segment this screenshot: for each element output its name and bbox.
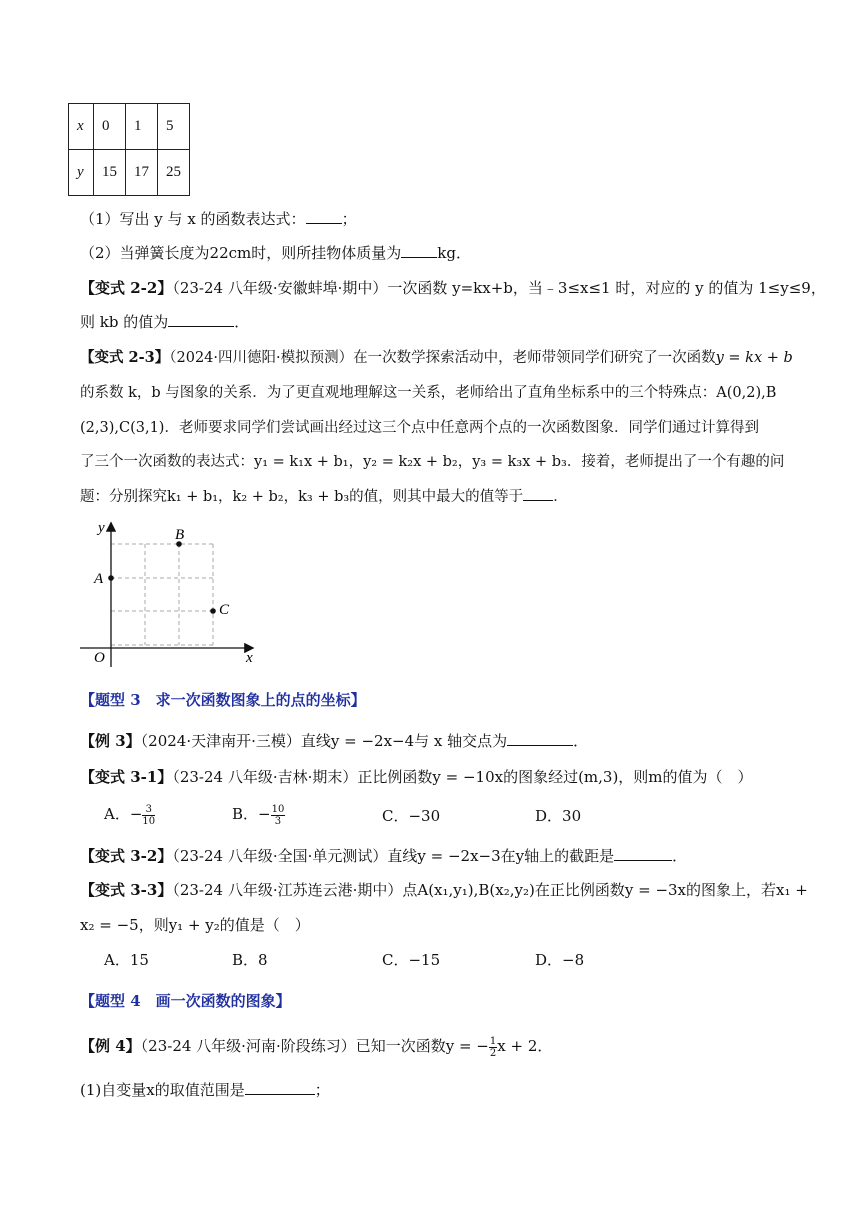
example-3	[80, 730, 588, 751]
variant-3-3-line1	[80, 879, 808, 900]
question-1-end: ；	[341, 210, 357, 228]
example-text: （23-24 八年级·河南·阶段练习）已知一次函数y = −	[140, 1037, 489, 1055]
example-text-end: x + 2．	[497, 1037, 553, 1055]
coordinate-graph	[70, 512, 270, 672]
variant-text: （23-24 八年级·安徽蚌埠·期中）一次函数 y=kx+b，当﹣3≤x≤1 时，对应的 y 的值为 1≤y≤9，	[172, 279, 826, 297]
option-label: A．−	[104, 805, 143, 823]
variant-2-3-line2: 的系数 k，b 与图象的关系．为了更直观地理解这一关系，老师给出了直角坐标系中的三个特殊点：A(0,2),B	[80, 385, 777, 401]
question-1	[80, 208, 357, 229]
answer-blank	[168, 326, 234, 327]
answer-blank	[614, 860, 672, 861]
fraction-denominator: 10	[142, 815, 156, 827]
fraction-numerator: 10	[271, 803, 285, 815]
variant-3-3-line2: x₂ = −5，则y₁ + y₂的值是（ ）	[80, 916, 310, 934]
example-text: （2024·天津南开·三模）直线y = −2x−4与 x 轴交点为	[140, 732, 508, 750]
equation: y = kx + b	[715, 350, 793, 366]
variant-tag: 【变式 3-2】	[80, 847, 173, 865]
fraction-denominator: 2	[489, 1047, 497, 1059]
section-heading-3: 【题型 3 求一次函数图象上的点的坐标】	[80, 691, 366, 709]
option-d[interactable]: D．−8	[535, 951, 585, 969]
example-tag: 【例 4】	[80, 1037, 141, 1055]
fraction	[142, 804, 155, 827]
variant-3-2	[80, 845, 687, 866]
table-cell: 15	[94, 150, 126, 196]
variant-2-2-line2	[80, 311, 249, 332]
y-axis-label: y	[98, 520, 105, 536]
table-row	[69, 150, 190, 196]
answer-blank	[245, 1094, 315, 1095]
value-table	[68, 103, 190, 196]
question-text: (1)自变量x的取值范围是	[80, 1081, 245, 1099]
point-a	[108, 575, 114, 581]
variant-2-2-line1	[80, 277, 826, 298]
variant-text: 则 kb 的值为	[80, 313, 169, 331]
option-a[interactable]	[104, 803, 155, 827]
table-header-cell: y	[69, 150, 94, 196]
variant-2-3-line1	[80, 346, 793, 367]
question-1-text: （1）写出 y 与 x 的函数表达式：	[80, 210, 306, 228]
question-2-text: （2）当弹簧长度为22cm时，则所挂物体质量为	[80, 244, 402, 262]
fraction-denominator: 3	[274, 815, 282, 827]
option-label: B．−	[232, 805, 271, 823]
example-tag: 【例 3】	[80, 732, 141, 750]
variant-2-3-line5	[80, 485, 568, 506]
table-cell: 5	[158, 104, 190, 150]
question-text-end: ；	[314, 1081, 330, 1099]
variant-tag: 【变式 3-1】	[80, 768, 173, 786]
variant-tag: 【变式 2-2】	[80, 279, 173, 297]
example-4-question-1	[80, 1079, 330, 1100]
variant-text: （2024·四川德阳·模拟预测）在一次数学探索活动中，老师带领同学们研究了一次函数	[169, 350, 716, 366]
origin-label: O	[94, 650, 105, 666]
fraction-numerator: 1	[489, 1035, 497, 1047]
variant-text-end: ．	[672, 847, 688, 865]
option-a[interactable]: A．15	[104, 951, 149, 969]
table-row	[69, 104, 190, 150]
variant-text-end: ．	[234, 313, 250, 331]
variant-text-end: ．	[553, 489, 568, 505]
table-cell: 25	[158, 150, 190, 196]
answer-blank	[306, 223, 342, 224]
point-c-label: C	[219, 602, 230, 618]
variant-text: （23-24 八年级·江苏连云港·期中）点A(x₁,y₁),B(x₂,y₂)在正比例函数y = −3x的图象上，若x₁ +	[172, 881, 808, 899]
point-b-label: B	[175, 527, 185, 543]
fraction	[271, 804, 286, 827]
option-b[interactable]: B．8	[232, 951, 268, 969]
option-c[interactable]: C．−15	[382, 951, 441, 969]
section-heading-4: 【题型 4 画一次函数的图象】	[80, 992, 291, 1010]
variant-2-3-line4: 了三个一次函数的表达式：y₁ = k₁x + b₁，y₂ = k₂x + b₂，y₃ = k₃x + b₃．接着，老师提出了一个有趣的问	[80, 454, 785, 470]
variant-text: 题：分别探究k₁ + b₁，k₂ + b₂，k₃ + b₃的值，则其中最大的值等于	[80, 489, 524, 505]
answer-blank	[507, 745, 573, 746]
option-d[interactable]: D．30	[535, 807, 582, 825]
option-c[interactable]: C．−30	[382, 807, 441, 825]
answer-blank	[401, 257, 437, 258]
point-a-label: A	[94, 571, 104, 587]
variant-tag: 【变式 2-3】	[80, 349, 170, 366]
x-axis-label: x	[246, 650, 253, 666]
variant-tag: 【变式 3-3】	[80, 881, 173, 899]
table-cell: 17	[126, 150, 158, 196]
point-c	[210, 608, 216, 614]
variant-3-1	[80, 766, 753, 787]
variant-text: （23-24 八年级·全国·单元测试）直线y = −2x−3在y轴上的截距是	[172, 847, 615, 865]
example-text-end: ．	[573, 732, 589, 750]
question-2-end: kg．	[437, 244, 471, 262]
table-cell: 0	[94, 104, 126, 150]
variant-2-3-line3: (2,3),C(3,1)．老师要求同学们尝试画出经过这三个点中任意两个点的一次函数图象．同学们通过计算得到	[80, 420, 759, 436]
table-cell: 1	[126, 104, 158, 150]
example-4	[80, 1035, 552, 1059]
fraction	[489, 1036, 497, 1059]
option-b[interactable]	[232, 803, 285, 827]
answer-blank	[523, 500, 553, 501]
variant-text: （23-24 八年级·吉林·期末）正比例函数y = −10x的图象经过(m,3)，则m的值为（ ）	[172, 768, 753, 786]
question-2	[80, 242, 471, 263]
grid-lines	[111, 544, 213, 645]
fraction-numerator: 3	[142, 804, 155, 816]
table-header-cell: x	[69, 104, 94, 150]
